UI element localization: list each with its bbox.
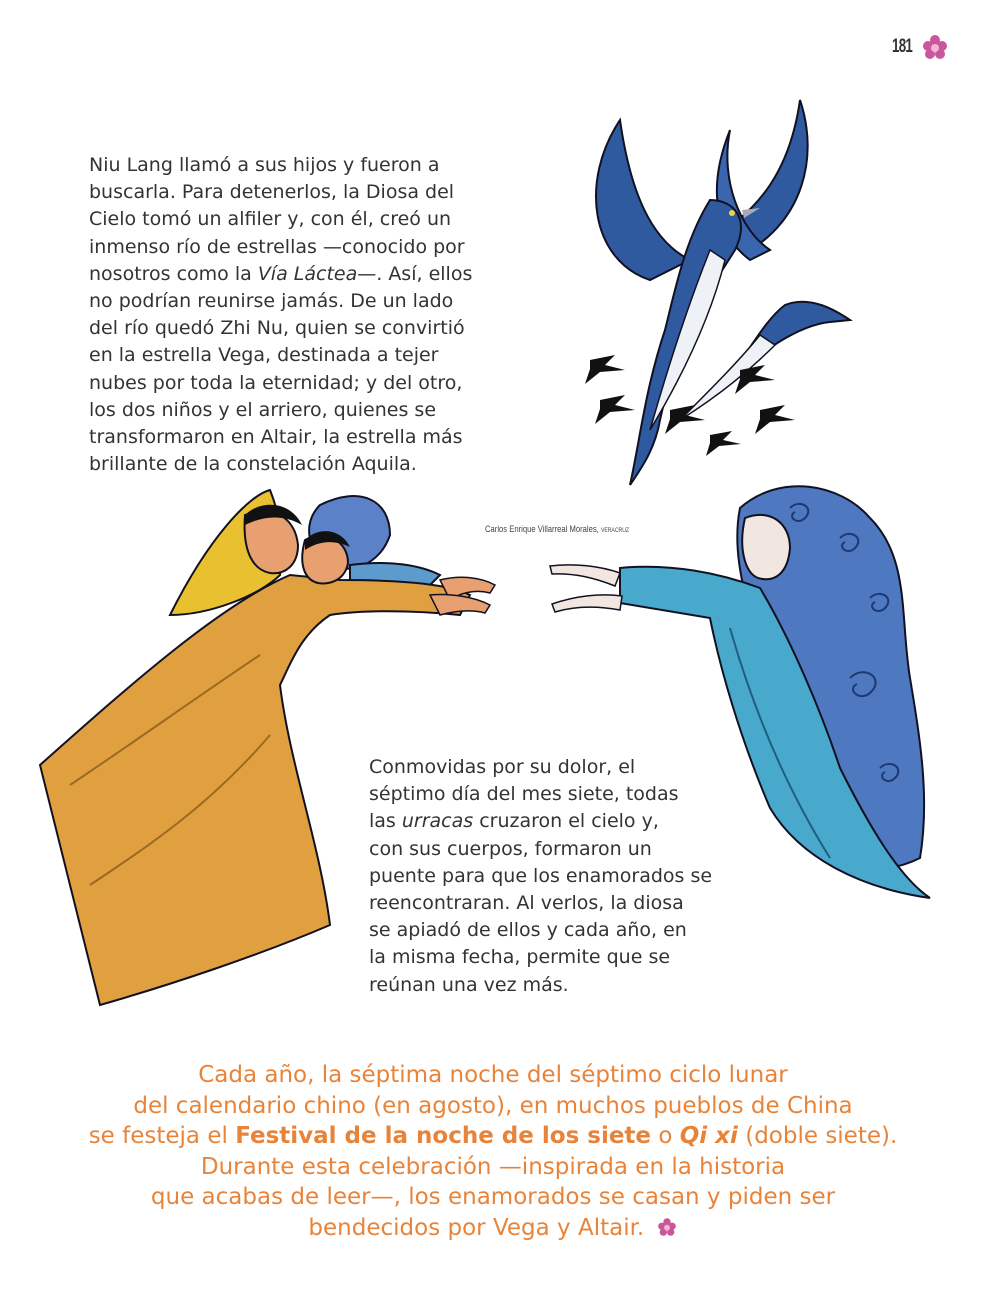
closing-line: del calendario chino (en agosto), en muchos pueblos de China: [133, 1092, 853, 1119]
story-paragraph-1: [89, 152, 472, 478]
paragraph-1-line: transformaron en Altair, la estrella más: [89, 426, 463, 449]
paragraph-1-line: brillante de la constelación Aquila.: [89, 453, 417, 476]
credit-name: Carlos Enrique Villarreal Morales,: [485, 524, 599, 534]
closing-line: que acabas de leer—, los enamorados se casan y piden ser: [150, 1184, 836, 1210]
paragraph-2-line: reencontraran. Al verlos, la diosa: [369, 892, 684, 915]
paragraph-1-line: buscarla. Para detenerlos, la Diosa del: [89, 181, 455, 204]
festival-name: Festival de la noche de los siete: [235, 1123, 652, 1149]
paragraph-1-line: en la estrella Vega, destinada a tejer: [89, 344, 439, 367]
closing-line: Durante esta celebración —inspirada en la historia: [200, 1153, 786, 1180]
illustration-credit: [485, 524, 629, 534]
paragraph-1-line: los dos niños y el arriero, quienes se: [89, 398, 437, 421]
paragraph-1-line: no podrían reunirse jamás. De un lado: [89, 290, 454, 313]
story-paragraph-2: [369, 754, 712, 999]
credit-place: VERACRUZ: [600, 528, 630, 534]
page-number: 181: [892, 36, 913, 57]
urracas-term: urracas: [401, 810, 474, 833]
paragraph-2-line: se apiadó de ellos y cada año, en: [369, 919, 687, 942]
magpies-illustration: [560, 90, 860, 490]
closing-paragraph: [0, 1060, 986, 1243]
paragraph-2-line: reúnan una vez más.: [369, 973, 569, 996]
paragraph-2-line: las urracas cruzaron el cielo y,: [369, 810, 659, 833]
paragraph-2-line: Conmovidas por su dolor, el: [369, 756, 636, 778]
paragraph-1-line: Niu Lang llamó a sus hijos y fueron a: [89, 154, 440, 176]
closing-line: bendecidos por Vega y Altair.: [0, 1213, 986, 1244]
paragraph-1-line: Cielo tomó un alfiler y, con él, creó un: [89, 208, 452, 231]
flower-icon: [920, 32, 950, 62]
paragraph-1-line: del río quedó Zhi Nu, quien se convirtió: [89, 317, 465, 340]
paragraph-2-line: puente para que los enamorados se: [369, 864, 713, 887]
flower-icon: [656, 1216, 678, 1238]
paragraph-2-line: la misma fecha, permite que se: [369, 946, 671, 969]
closing-line: se festeja el Festival de la noche de los siete o Qi xi (doble siete).: [88, 1123, 898, 1149]
qi-xi-term: Qi xi: [679, 1123, 738, 1149]
paragraph-1-line: nosotros como la Vía Láctea—. Así, ellos: [89, 262, 473, 285]
paragraph-2-line: con sus cuerpos, formaron un: [369, 837, 652, 860]
closing-line: Cada año, la séptima noche del séptimo ciclo lunar: [198, 1062, 788, 1088]
paragraph-2-line: séptimo día del mes siete, todas: [369, 783, 679, 806]
via-lactea-term: Vía Láctea: [257, 262, 358, 285]
paragraph-1-line: nubes por toda la eternidad; y del otro,: [89, 371, 463, 394]
paragraph-1-line: inmenso río de estrellas —conocido por: [89, 235, 465, 258]
